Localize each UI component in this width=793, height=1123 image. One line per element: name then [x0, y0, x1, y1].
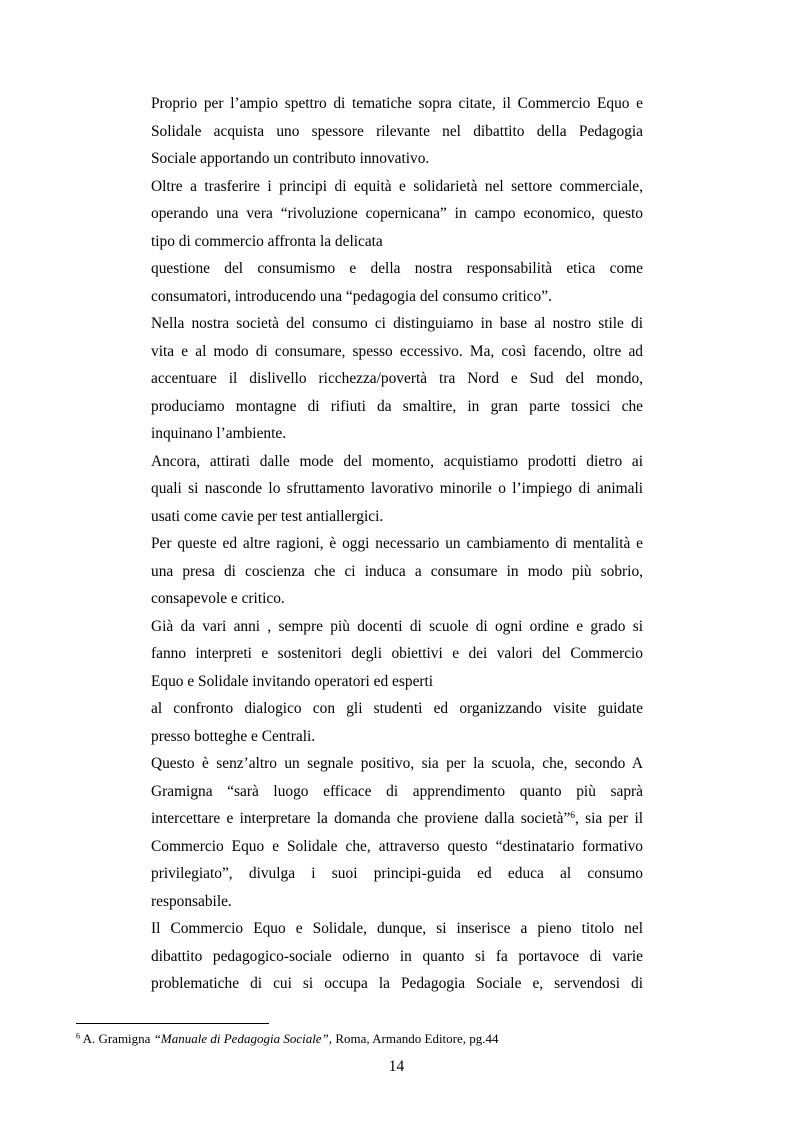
footnote-title: “Manuale di Pedagogia Sociale”,	[153, 1031, 333, 1046]
text-line: Equo e Solidale invitando operatori ed esperti	[151, 673, 434, 690]
text-line: Proprio per l’ampio spettro di tematiche sopra citate, il Commercio Equo e	[151, 95, 643, 112]
text-line: dibattito pedagogico-sociale odierno in quanto si fa portavoce di varie	[151, 948, 643, 965]
text-line: produciamo montagne di rifiuti da smaltire, in gran parte tossici che	[151, 398, 643, 415]
text-line: Il Commercio Equo e Solidale, dunque, si inserisce a pieno titolo nel	[151, 920, 643, 937]
text-line: consumatori, introducendo una “pedagogia del consumo critico”.	[151, 288, 552, 305]
page-number: 14	[388, 1058, 405, 1075]
text-line: presso botteghe e Centrali.	[151, 728, 316, 745]
text-line: questione del consumismo e della nostra responsabilità etica come	[151, 260, 643, 277]
text-line: inquinano l’ambiente.	[151, 425, 287, 442]
text-line: al confronto dialogico con gli studenti ed organizzando visite guidate	[151, 700, 643, 717]
text-line: responsabile.	[151, 893, 232, 910]
footnote-separator	[76, 1023, 269, 1024]
text-line: consapevole e critico.	[151, 590, 285, 607]
text-line: quali si nasconde lo sfruttamento lavorativo minorile o l’impiego di animali	[151, 480, 643, 497]
footnote-number: 6	[76, 1031, 81, 1041]
text-line: Questo è senz’altro un segnale positivo, sia per la scuola, che, secondo A	[151, 755, 643, 772]
text-line: una presa di coscienza che ci induca a consumare in modo più sobrio,	[151, 563, 643, 580]
footnote-author: A. Gramigna	[80, 1031, 154, 1046]
text-line: privilegiato”, divulga i suoi principi-guida ed educa al consumo	[151, 865, 643, 882]
text-line: Solidale acquista uno spessore rilevante nel dibattito della Pedagogia	[151, 123, 643, 140]
text-line: usati come cavie per test antiallergici.	[151, 508, 384, 525]
text-line-part: intercettare e interpretare la domanda che proviene dalla società”	[151, 810, 571, 827]
text-line: tipo di commercio affronta la delicata	[151, 233, 383, 250]
text-line: Commercio Equo e Solidale che, attraverso questo “destinatario formativo	[151, 838, 643, 855]
text-line: Oltre a trasferire i principi di equità e solidarietà nel settore commerciale,	[151, 178, 643, 195]
text-line: Già da vari anni , sempre più docenti di scuole di ogni ordine e grado si	[151, 618, 643, 635]
text-line: operando una vera “rivoluzione copernicana” in campo economico, questo	[151, 205, 643, 222]
text-line: vita e al modo di consumare, spesso eccessivo. Ma, così facendo, oltre ad	[151, 343, 643, 360]
footnote-publisher: Roma, Armando Editore, pg.44	[332, 1031, 499, 1046]
text-line: Ancora, attirati dalle mode del momento, acquistiamo prodotti dietro ai	[151, 453, 643, 470]
footnote	[76, 1030, 716, 1048]
text-line: Nella nostra società del consumo ci distinguiamo in base al nostro stile di	[151, 315, 643, 332]
text-line: fanno interpreti e sostenitori degli obiettivi e dei valori del Commercio	[151, 645, 643, 662]
text-line: Sociale apportando un contributo innovativo.	[151, 150, 430, 167]
text-line	[151, 809, 643, 829]
text-line: problematiche di cui si occupa la Pedagogia Sociale e, servendosi di	[151, 975, 643, 992]
text-line: Per queste ed altre ragioni, è oggi necessario un cambiamento di mentalità e	[151, 535, 643, 552]
text-line: Gramigna “sarà luogo efficace di apprendimento quanto più saprà	[151, 783, 643, 800]
text-line-part: , sia per il	[575, 810, 643, 827]
text-line: accentuare il dislivello ricchezza/povertà tra Nord e Sud del mondo,	[151, 370, 643, 387]
footnote-reference: 6	[570, 809, 576, 821]
